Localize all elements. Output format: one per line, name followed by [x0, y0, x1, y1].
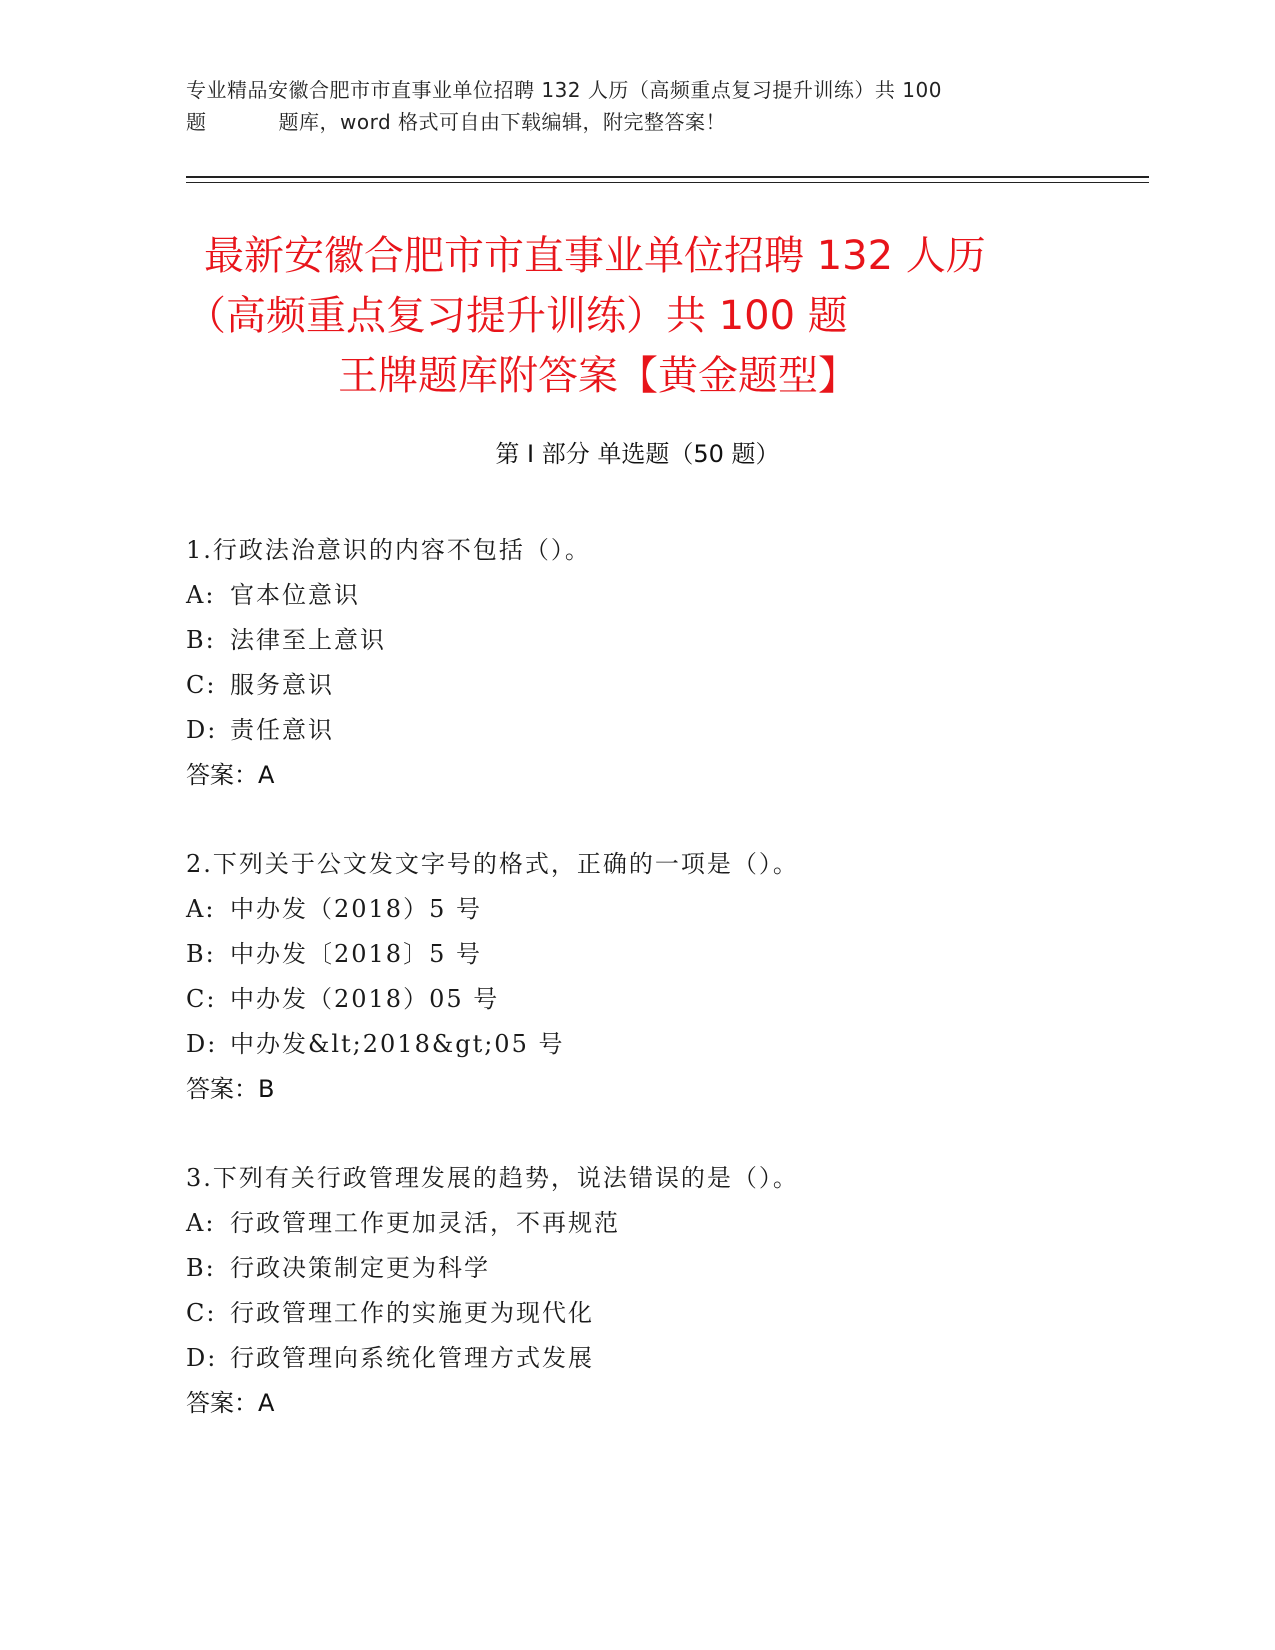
- option-b: [186, 1246, 1146, 1291]
- option-c: [186, 663, 1146, 708]
- header-note-line2-start: 题: [186, 110, 207, 134]
- option-key: B:: [186, 940, 216, 968]
- document-title: [186, 226, 1086, 406]
- header-note-line1: 专业精品安徽合肥市市直事业单位招聘 132 人历（高频重点复习提升训练）共 100: [186, 78, 942, 102]
- option-b: [186, 618, 1146, 663]
- option-text: 行政管理向系统化管理方式发展: [230, 1344, 594, 1372]
- option-a: [186, 1201, 1146, 1246]
- option-key: C:: [186, 671, 217, 699]
- answer: 答案：A: [186, 761, 275, 789]
- question-stem: 2.下列关于公文发文字号的格式，正确的一项是（）。: [186, 850, 799, 878]
- option-text: 中办发（2018）05 号: [230, 985, 500, 1013]
- option-key: B:: [186, 1254, 216, 1282]
- option-a: [186, 887, 1146, 932]
- header-note-line2-rest: 题库，word 格式可自由下载编辑，附完整答案！: [278, 110, 727, 134]
- question-2: [186, 842, 1146, 1112]
- option-key: C:: [186, 1299, 217, 1327]
- question-1: [186, 528, 1146, 798]
- option-text: 中办发&lt;2018&gt;05 号: [230, 1030, 565, 1058]
- option-key: A:: [186, 1209, 216, 1237]
- option-text: 官本位意识: [230, 581, 360, 609]
- option-text: 服务意识: [230, 671, 334, 699]
- option-key: D:: [186, 1344, 218, 1372]
- option-key: D:: [186, 1030, 218, 1058]
- question-stem: 3.下列有关行政管理发展的趋势，说法错误的是（）。: [186, 1164, 799, 1192]
- option-a: [186, 573, 1146, 618]
- option-text: 行政管理工作更加灵活，不再规范: [230, 1209, 620, 1237]
- question-3: [186, 1156, 1146, 1426]
- answer: 答案：A: [186, 1389, 275, 1417]
- option-text: 法律至上意识: [230, 626, 386, 654]
- option-d: [186, 1336, 1146, 1381]
- title-line2: （高频重点复习提升训练）共 100 题: [186, 293, 848, 339]
- option-text: 责任意识: [230, 716, 334, 744]
- option-key: C:: [186, 985, 217, 1013]
- question-list: [186, 528, 1146, 1470]
- option-b: [186, 932, 1146, 977]
- title-line3: 王牌题库附答案【黄金题型】: [338, 353, 858, 399]
- header-note: [186, 74, 1086, 138]
- option-key: A:: [186, 895, 216, 923]
- section-title: 第 I 部分 单选题（50 题）: [495, 440, 780, 468]
- question-stem: 1.行政法治意识的内容不包括（）。: [186, 536, 591, 564]
- option-key: A:: [186, 581, 216, 609]
- option-key: B:: [186, 626, 216, 654]
- header-note-line2: [186, 106, 1086, 138]
- option-text: 行政管理工作的实施更为现代化: [230, 1299, 594, 1327]
- option-c: [186, 1291, 1146, 1336]
- option-key: D:: [186, 716, 218, 744]
- title-line1: 最新安徽合肥市市直事业单位招聘 132 人历: [204, 233, 986, 279]
- answer: 答案：B: [186, 1075, 275, 1103]
- header-rule-thin: [186, 182, 1149, 183]
- option-text: 行政决策制定更为科学: [230, 1254, 490, 1282]
- option-text: 中办发（2018）5 号: [230, 895, 482, 923]
- option-d: [186, 708, 1146, 753]
- option-text: 中办发〔2018〕5 号: [230, 940, 482, 968]
- option-d: [186, 1022, 1146, 1067]
- header-rule-thick: [186, 176, 1149, 178]
- option-c: [186, 977, 1146, 1022]
